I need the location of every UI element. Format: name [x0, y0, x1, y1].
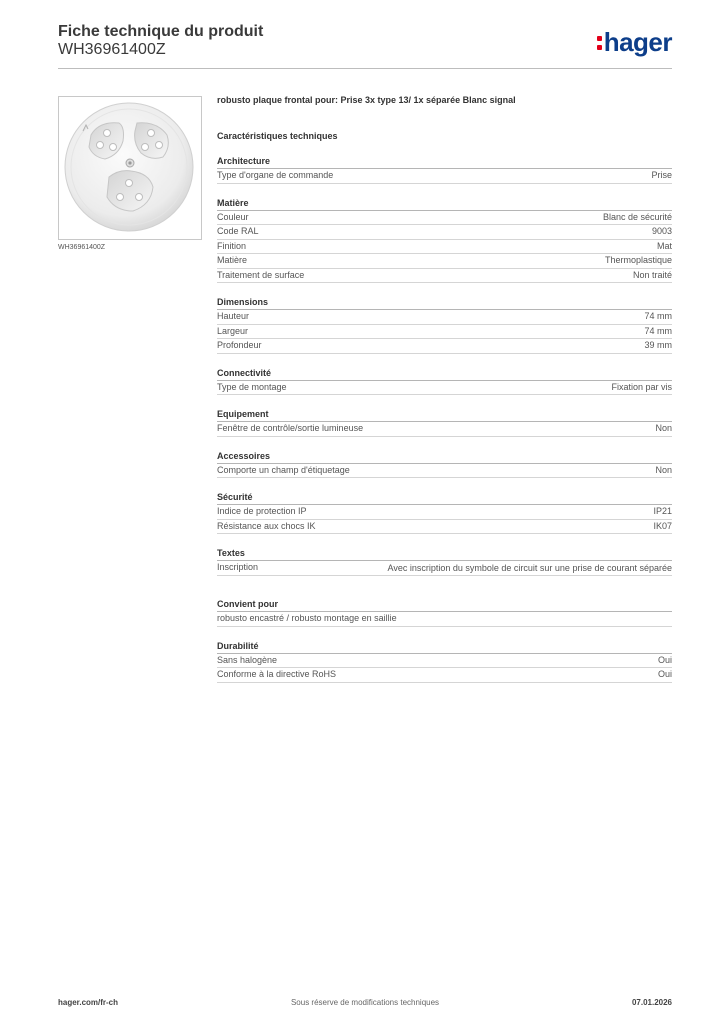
- spec-label: Sans halogène: [217, 654, 278, 665]
- spec-label: Profondeur: [217, 340, 262, 350]
- section-accessoires: [217, 450, 672, 479]
- spec-value: 74 mm: [644, 311, 672, 321]
- section-title: Accessoires: [217, 450, 672, 464]
- spec-value: Thermoplastique: [604, 255, 672, 265]
- spec-row: [217, 381, 672, 396]
- spec-label: Type de montage: [217, 381, 287, 392]
- spec-label: robusto encastré / robusto montage en saillie: [217, 613, 397, 623]
- spec-row: [217, 169, 672, 184]
- spec-label: Hauteur: [217, 311, 250, 321]
- section-title: Matière: [217, 197, 672, 211]
- spec-label: Résistance aux chocs IK: [217, 520, 316, 531]
- product-image: [58, 96, 202, 240]
- section-title: Dimensions: [217, 296, 672, 310]
- section-matiere: [217, 197, 672, 284]
- spec-value: Prise: [651, 170, 672, 180]
- spec-row: [217, 505, 672, 520]
- spec-label: Finition: [217, 240, 247, 251]
- spec-row: [217, 339, 672, 354]
- footer-date: 07.01.2026: [631, 998, 672, 1007]
- section-title: Textes: [217, 547, 672, 561]
- section-durabilite: [217, 640, 672, 683]
- spec-value: IP21: [653, 506, 672, 516]
- spec-label: Inscription: [217, 562, 259, 572]
- spec-value: 74 mm: [644, 325, 672, 336]
- logo-text: hager: [603, 27, 672, 57]
- spec-row: [217, 325, 672, 340]
- image-caption: WH36961400Z: [58, 244, 106, 251]
- spec-row: [217, 211, 672, 226]
- spec-value: Oui: [657, 654, 672, 665]
- spec-value: Fixation par vis: [611, 381, 672, 392]
- section-dimensions: [217, 296, 672, 354]
- logo-dots-icon: [597, 36, 602, 50]
- product-description: robusto plaque frontal pour: Prise 3x type 13/ 1x séparée Blanc signal: [217, 95, 516, 105]
- spec-value: Avec inscription du symbole de circuit sur une prise de courant séparée: [387, 563, 672, 573]
- spec-row: [217, 269, 672, 284]
- hager-logo: [597, 27, 672, 58]
- section-connectivite: [217, 367, 672, 396]
- spec-value: 9003: [651, 226, 672, 236]
- header-divider: [58, 68, 672, 69]
- section-equipement: [217, 408, 672, 437]
- spec-value: Oui: [657, 669, 672, 679]
- spec-row: [217, 254, 672, 269]
- section-title: Connectivité: [217, 367, 672, 381]
- spec-row: [217, 612, 672, 627]
- spec-label: Fenêtre de contrôle/sortie lumineuse: [217, 423, 364, 433]
- product-code: WH36961400Z: [58, 41, 166, 58]
- spec-value: IK07: [653, 520, 672, 531]
- spec-label: Couleur: [217, 211, 249, 222]
- page-title: Fiche technique du produit: [58, 23, 264, 40]
- spec-label: Largeur: [217, 325, 249, 336]
- section-title: Sécurité: [217, 491, 672, 505]
- spec-value: Mat: [656, 240, 672, 251]
- page-header: [58, 22, 672, 68]
- spec-row: [217, 668, 672, 683]
- spec-row: [217, 520, 672, 535]
- section-title: Durabilité: [217, 640, 672, 654]
- section-title: Convient pour: [217, 598, 672, 612]
- spec-row: [217, 240, 672, 255]
- spec-label: Type d'organe de commande: [217, 170, 334, 180]
- spec-row: [217, 422, 672, 437]
- section-securite: [217, 491, 672, 534]
- spec-value: Blanc de sécurité: [602, 211, 672, 222]
- spec-row: [217, 464, 672, 479]
- section-architecture: [217, 155, 672, 184]
- spec-label: Conforme à la directive RoHS: [217, 669, 337, 679]
- spec-label: Traitement de surface: [217, 269, 305, 280]
- spec-label: Matière: [217, 255, 248, 265]
- spec-row: [217, 654, 672, 669]
- spec-value: 39 mm: [644, 340, 672, 350]
- spec-row: [217, 225, 672, 240]
- section-title: Equipement: [217, 408, 672, 422]
- spec-row: [217, 310, 672, 325]
- spec-value: Non traité: [632, 269, 672, 280]
- footer-disclaimer: Sous réserve de modifications techniques: [290, 998, 440, 1007]
- characteristics-heading: Caractéristiques techniques: [217, 131, 338, 141]
- section-textes: [217, 547, 672, 576]
- socket-plate-icon: [59, 97, 201, 239]
- spec-label: Indice de protection IP: [217, 506, 307, 516]
- spec-label: Comporte un champ d'étiquetage: [217, 464, 350, 475]
- spec-content: [217, 94, 672, 683]
- spec-row: [217, 561, 672, 576]
- spec-label: Code RAL: [217, 226, 259, 236]
- section-convient-pour: [217, 598, 672, 627]
- spec-value: Non: [655, 423, 672, 433]
- footer-website-link[interactable]: hager.com/fr-ch: [58, 998, 119, 1007]
- section-title: Architecture: [217, 155, 672, 169]
- spec-value: Non: [655, 464, 672, 475]
